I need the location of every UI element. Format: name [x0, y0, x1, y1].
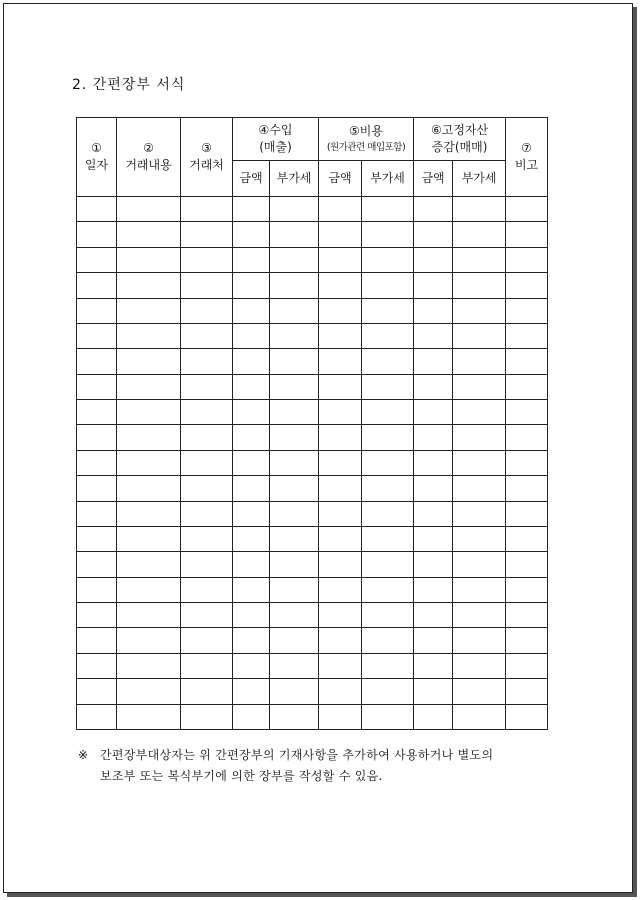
table-cell[interactable]: [506, 603, 548, 628]
table-cell[interactable]: [77, 349, 117, 374]
table-cell[interactable]: [362, 577, 414, 602]
table-cell[interactable]: [181, 197, 233, 222]
table-row: [77, 603, 548, 628]
table-cell[interactable]: [270, 450, 319, 475]
table-cell[interactable]: [117, 425, 181, 450]
table-cell[interactable]: [319, 197, 362, 222]
table-cell[interactable]: [453, 247, 506, 272]
table-cell[interactable]: [270, 400, 319, 425]
table-cell[interactable]: [233, 552, 270, 577]
income-amount-header: 금액: [233, 161, 270, 197]
table-cell[interactable]: [506, 349, 548, 374]
table-cell[interactable]: [414, 526, 453, 551]
table-cell[interactable]: [319, 577, 362, 602]
table-cell[interactable]: [453, 222, 506, 247]
table-cell[interactable]: [270, 273, 319, 298]
table-row: [77, 704, 548, 730]
table-cell[interactable]: [453, 374, 506, 399]
table-cell[interactable]: [414, 197, 453, 222]
table-cell[interactable]: [453, 323, 506, 348]
table-cell[interactable]: [506, 501, 548, 526]
table-cell[interactable]: [77, 476, 117, 501]
table-cell[interactable]: [506, 425, 548, 450]
table-row: [77, 628, 548, 653]
table-cell[interactable]: [453, 628, 506, 653]
table-cell[interactable]: [233, 425, 270, 450]
table-cell[interactable]: [270, 501, 319, 526]
table-cell[interactable]: [319, 400, 362, 425]
table-cell[interactable]: [181, 298, 233, 323]
table-cell[interactable]: [362, 349, 414, 374]
table-cell[interactable]: [506, 298, 548, 323]
table-cell[interactable]: [233, 577, 270, 602]
table-cell[interactable]: [319, 247, 362, 272]
table-cell[interactable]: [362, 247, 414, 272]
table-row: [77, 247, 548, 272]
table-cell[interactable]: [506, 450, 548, 475]
table-cell[interactable]: [181, 704, 233, 730]
table-cell[interactable]: [414, 552, 453, 577]
table-cell[interactable]: [506, 552, 548, 577]
footnote: [78, 745, 558, 787]
table-cell[interactable]: [233, 679, 270, 704]
table-cell[interactable]: [414, 273, 453, 298]
table-cell[interactable]: [414, 603, 453, 628]
table-cell[interactable]: [362, 526, 414, 551]
table-cell[interactable]: [362, 679, 414, 704]
table-cell[interactable]: [453, 552, 506, 577]
table-row: [77, 273, 548, 298]
table-cell[interactable]: [77, 603, 117, 628]
table-cell[interactable]: [181, 653, 233, 678]
table-cell[interactable]: [77, 247, 117, 272]
table-cell[interactable]: [362, 450, 414, 475]
table-cell[interactable]: [414, 501, 453, 526]
table-cell[interactable]: [181, 628, 233, 653]
table-cell[interactable]: [453, 476, 506, 501]
table-cell[interactable]: [506, 374, 548, 399]
table-cell[interactable]: [414, 704, 453, 730]
table-cell[interactable]: [414, 577, 453, 602]
table-cell[interactable]: [77, 273, 117, 298]
footnote-line-1: [78, 745, 558, 766]
table-cell[interactable]: [117, 526, 181, 551]
table-cell[interactable]: [117, 222, 181, 247]
table-cell[interactable]: [319, 501, 362, 526]
table-cell[interactable]: [181, 222, 233, 247]
table-cell[interactable]: [453, 450, 506, 475]
table-cell[interactable]: [453, 425, 506, 450]
table-cell[interactable]: [77, 628, 117, 653]
table-cell[interactable]: [233, 298, 270, 323]
table-cell[interactable]: [233, 349, 270, 374]
table-row: [77, 197, 548, 222]
asset-amount-header: 금액: [414, 161, 453, 197]
table-cell[interactable]: [506, 526, 548, 551]
table-cell[interactable]: [233, 400, 270, 425]
table-cell[interactable]: [506, 323, 548, 348]
header-remark-label: 비고: [514, 158, 539, 172]
table-cell[interactable]: [453, 653, 506, 678]
table-row: [77, 298, 548, 323]
table-cell[interactable]: [270, 222, 319, 247]
table-cell[interactable]: [414, 247, 453, 272]
table-cell[interactable]: [270, 247, 319, 272]
table-cell[interactable]: [77, 298, 117, 323]
table-cell[interactable]: [414, 298, 453, 323]
table-cell[interactable]: [270, 374, 319, 399]
table-cell[interactable]: [77, 653, 117, 678]
table-cell[interactable]: [319, 653, 362, 678]
table-cell[interactable]: [233, 603, 270, 628]
table-cell[interactable]: [117, 197, 181, 222]
header-income-sub: (매출): [259, 140, 292, 154]
table-cell[interactable]: [362, 273, 414, 298]
header-remark: [506, 118, 548, 197]
header-remark-num: ⑦: [521, 140, 532, 155]
table-cell[interactable]: [270, 526, 319, 551]
table-cell[interactable]: [77, 501, 117, 526]
table-cell[interactable]: [319, 704, 362, 730]
table-cell[interactable]: [181, 273, 233, 298]
table-cell[interactable]: [270, 323, 319, 348]
table-cell[interactable]: [414, 450, 453, 475]
table-cell[interactable]: [181, 425, 233, 450]
table-cell[interactable]: [506, 197, 548, 222]
table-cell[interactable]: [233, 273, 270, 298]
table-cell[interactable]: [77, 450, 117, 475]
table-cell[interactable]: [319, 222, 362, 247]
table-cell[interactable]: [414, 400, 453, 425]
table-cell[interactable]: [453, 273, 506, 298]
footnote-text-1: 간편장부대상자는 위 간편장부의 기재사항을 추가하여 사용하거나 별도의: [100, 748, 494, 762]
table-cell[interactable]: [506, 653, 548, 678]
header-date-num: ①: [91, 140, 102, 155]
table-cell[interactable]: [270, 298, 319, 323]
footnote-text-2: 보조부 또는 복식부기에 의한 장부를 작성할 수 있음.: [100, 769, 383, 783]
table-cell[interactable]: [453, 298, 506, 323]
table-cell[interactable]: [77, 197, 117, 222]
table-cell[interactable]: [233, 501, 270, 526]
table-cell[interactable]: [362, 603, 414, 628]
table-cell[interactable]: [414, 349, 453, 374]
table-cell[interactable]: [181, 349, 233, 374]
table-cell[interactable]: [362, 704, 414, 730]
table-cell[interactable]: [414, 425, 453, 450]
table-cell[interactable]: [77, 704, 117, 730]
table-cell[interactable]: [362, 323, 414, 348]
table-cell[interactable]: [319, 273, 362, 298]
table-cell[interactable]: [77, 425, 117, 450]
table-cell[interactable]: [117, 577, 181, 602]
table-row: [77, 323, 548, 348]
table-cell[interactable]: [117, 653, 181, 678]
table-cell[interactable]: [453, 501, 506, 526]
header-counterparty: [181, 118, 233, 197]
table-row: [77, 653, 548, 678]
table-cell[interactable]: [362, 476, 414, 501]
table-cell[interactable]: [77, 679, 117, 704]
table-cell[interactable]: [77, 400, 117, 425]
header-expense-sub: (원가관련 매입포함): [326, 141, 406, 153]
table-cell[interactable]: [362, 653, 414, 678]
table-cell[interactable]: [77, 323, 117, 348]
table-row: [77, 526, 548, 551]
table-cell[interactable]: [77, 222, 117, 247]
table-cell[interactable]: [362, 501, 414, 526]
header-income-title: ④수입: [258, 122, 293, 137]
table-cell[interactable]: [117, 374, 181, 399]
table-cell[interactable]: [181, 603, 233, 628]
table-cell[interactable]: [181, 323, 233, 348]
table-cell[interactable]: [362, 222, 414, 247]
table-cell[interactable]: [233, 476, 270, 501]
table-row: [77, 552, 548, 577]
table-cell[interactable]: [270, 679, 319, 704]
expense-vat-header: 부가세: [362, 161, 414, 197]
table-row: [77, 349, 548, 374]
table-row: [77, 222, 548, 247]
header-fixed-asset-title: ⑥고정자산: [430, 122, 489, 137]
table-row: [77, 425, 548, 450]
reference-mark: ※: [78, 748, 89, 762]
table-cell[interactable]: [362, 425, 414, 450]
income-vat-header: 부가세: [270, 161, 319, 197]
table-cell[interactable]: [77, 526, 117, 551]
table-cell[interactable]: [453, 679, 506, 704]
table-cell[interactable]: [414, 374, 453, 399]
table-cell[interactable]: [233, 628, 270, 653]
table-cell[interactable]: [506, 704, 548, 730]
table-cell[interactable]: [117, 603, 181, 628]
table-row: [77, 400, 548, 425]
table-cell[interactable]: [319, 298, 362, 323]
table-cell[interactable]: [117, 679, 181, 704]
table-cell[interactable]: [414, 679, 453, 704]
table-cell[interactable]: [117, 628, 181, 653]
table-cell[interactable]: [117, 298, 181, 323]
table-cell[interactable]: [414, 222, 453, 247]
table-cell[interactable]: [270, 197, 319, 222]
table-cell[interactable]: [453, 603, 506, 628]
table-cell[interactable]: [414, 476, 453, 501]
table-cell[interactable]: [181, 247, 233, 272]
table-cell[interactable]: [270, 704, 319, 730]
header-counterparty-num: ③: [201, 140, 212, 155]
table-cell[interactable]: [362, 628, 414, 653]
table-cell[interactable]: [453, 400, 506, 425]
table-row: [77, 476, 548, 501]
table-cell[interactable]: [453, 349, 506, 374]
table-cell[interactable]: [319, 349, 362, 374]
table-cell[interactable]: [233, 323, 270, 348]
table-row: [77, 577, 548, 602]
table-cell[interactable]: [319, 603, 362, 628]
table-cell[interactable]: [181, 400, 233, 425]
table-row: [77, 450, 548, 475]
table-cell[interactable]: [117, 247, 181, 272]
table-cell[interactable]: [181, 526, 233, 551]
table-cell[interactable]: [181, 577, 233, 602]
table-row: [77, 679, 548, 704]
table-cell[interactable]: [233, 526, 270, 551]
table-cell[interactable]: [319, 323, 362, 348]
table-cell[interactable]: [453, 704, 506, 730]
header-fixed-asset: [414, 118, 506, 161]
table-cell[interactable]: [270, 425, 319, 450]
table-cell[interactable]: [362, 400, 414, 425]
table-cell[interactable]: [319, 552, 362, 577]
table-cell[interactable]: [117, 552, 181, 577]
ledger-table: [76, 117, 548, 730]
header-income: [233, 118, 319, 161]
table-cell[interactable]: [319, 628, 362, 653]
table-cell[interactable]: [270, 476, 319, 501]
table-cell[interactable]: [233, 450, 270, 475]
table-cell[interactable]: [117, 704, 181, 730]
table-cell[interactable]: [77, 374, 117, 399]
header-description: [117, 118, 181, 197]
table-cell[interactable]: [319, 476, 362, 501]
header-description-num: ②: [143, 140, 154, 155]
table-cell[interactable]: [319, 679, 362, 704]
table-cell[interactable]: [414, 323, 453, 348]
table-cell[interactable]: [77, 552, 117, 577]
header-expense: [319, 118, 414, 161]
table-cell[interactable]: [181, 476, 233, 501]
table-cell[interactable]: [117, 476, 181, 501]
table-cell[interactable]: [506, 628, 548, 653]
table-cell[interactable]: [270, 349, 319, 374]
table-cell[interactable]: [362, 197, 414, 222]
asset-vat-header: 부가세: [453, 161, 506, 197]
table-cell[interactable]: [414, 628, 453, 653]
table-cell[interactable]: [506, 247, 548, 272]
table-cell[interactable]: [453, 197, 506, 222]
table-cell[interactable]: [117, 349, 181, 374]
table-cell[interactable]: [453, 577, 506, 602]
table-cell[interactable]: [233, 704, 270, 730]
table-cell[interactable]: [319, 425, 362, 450]
table-cell[interactable]: [506, 222, 548, 247]
table-cell[interactable]: [506, 577, 548, 602]
table-cell[interactable]: [233, 247, 270, 272]
table-cell[interactable]: [117, 501, 181, 526]
header-counterparty-label: 거래처: [189, 158, 224, 172]
table-cell[interactable]: [362, 298, 414, 323]
table-cell[interactable]: [77, 577, 117, 602]
header-expense-title: ⑤비용: [349, 124, 383, 139]
table-cell[interactable]: [270, 603, 319, 628]
table-cell[interactable]: [270, 552, 319, 577]
table-cell[interactable]: [233, 374, 270, 399]
table-cell[interactable]: [506, 679, 548, 704]
header-date-label: 일자: [84, 158, 109, 172]
table-row: [77, 501, 548, 526]
table-cell[interactable]: [319, 526, 362, 551]
table-cell[interactable]: [319, 374, 362, 399]
table-cell[interactable]: [506, 476, 548, 501]
header-date: [77, 118, 117, 197]
table-cell[interactable]: [506, 273, 548, 298]
table-cell[interactable]: [506, 400, 548, 425]
table-cell[interactable]: [362, 552, 414, 577]
table-cell[interactable]: [181, 552, 233, 577]
table-cell[interactable]: [233, 653, 270, 678]
table-cell[interactable]: [319, 450, 362, 475]
table-cell[interactable]: [117, 323, 181, 348]
table-cell[interactable]: [414, 653, 453, 678]
section-title: 2. 간편장부 서식: [72, 77, 186, 93]
table-cell[interactable]: [270, 653, 319, 678]
table-cell[interactable]: [270, 577, 319, 602]
table-cell[interactable]: [233, 222, 270, 247]
table-cell[interactable]: [453, 526, 506, 551]
table-row: [77, 374, 548, 399]
table-cell[interactable]: [181, 374, 233, 399]
table-cell[interactable]: [117, 450, 181, 475]
header-description-label: 거래내용: [125, 158, 172, 172]
expense-amount-header: 금액: [319, 161, 362, 197]
table-cell[interactable]: [117, 273, 181, 298]
table-cell[interactable]: [233, 197, 270, 222]
table-cell[interactable]: [181, 501, 233, 526]
table-cell[interactable]: [181, 679, 233, 704]
table-cell[interactable]: [362, 374, 414, 399]
table-cell[interactable]: [181, 450, 233, 475]
table-cell[interactable]: [270, 628, 319, 653]
table-cell[interactable]: [117, 400, 181, 425]
header-fixed-asset-sub: 증감(매매): [431, 140, 488, 154]
